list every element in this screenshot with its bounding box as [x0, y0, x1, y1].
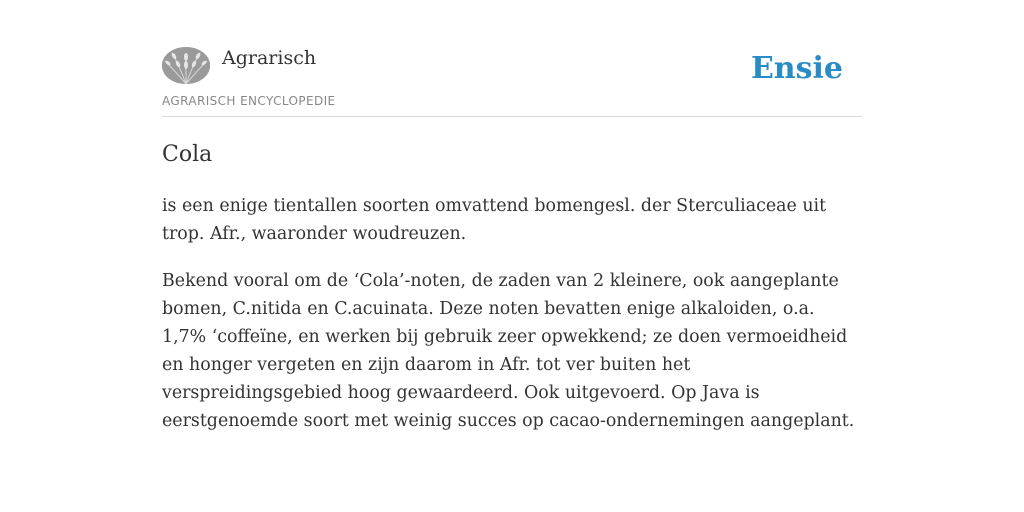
article-paragraph: Bekend vooral om de ‘Cola’-noten, de zaden van 2 kleinere, ook aangeplante bomen, C.nitida en C.acuinata. Deze noten bevatten enige alkaloiden, o.a. 1,7% ‘coffeïne, en werken bij gebruik zeer opwekkend; ze doen vermoeidheid en honger vergeten en zijn daarom in Afr. tot ver buiten het verspreidingsgebied hoog gewaardeerd. Ook uitgevoerd. Op Java is eerstgenoemde soort met weinig succes op cacao-ondernemingen aangeplant. [162, 271, 855, 431]
source-subtitle: AGRARISCH ENCYCLOPEDIE [162, 94, 336, 108]
source-avatar[interactable] [162, 47, 210, 84]
source-name-link[interactable]: Agrarisch [222, 47, 317, 69]
header [162, 40, 862, 117]
article-paragraph: is een enige tientallen soorten omvattend bomengesl. der Sterculiaceae uit trop. Afr., waaronder woudreuzen. [162, 196, 827, 244]
article-body [162, 192, 862, 454]
article-title: Cola [162, 142, 213, 167]
wheat-icon [162, 47, 210, 84]
ensie-logo[interactable]: Ensie [750, 51, 843, 86]
